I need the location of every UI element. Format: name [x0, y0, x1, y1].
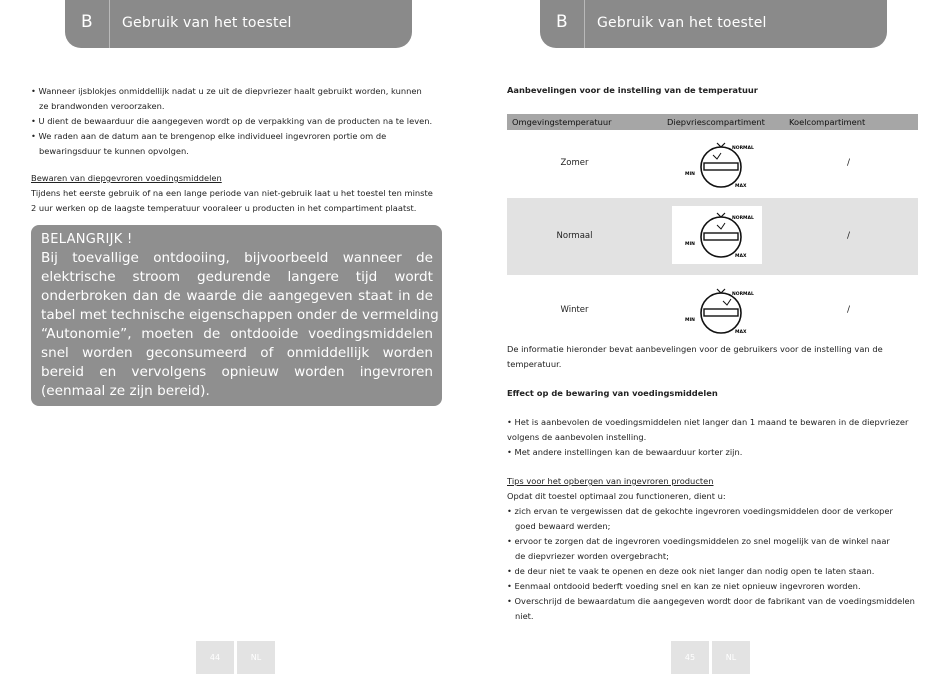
storage-heading: Bewaren van diepgevroren voedingsmiddelen — [31, 173, 222, 183]
tips-section — [507, 474, 915, 624]
temp-heading: Aanbevelingen voor de instelling van de temperatuur — [507, 85, 758, 95]
info-text — [507, 342, 883, 372]
table-header — [507, 114, 918, 130]
language-box — [712, 641, 750, 674]
table-row-highlighted — [507, 198, 918, 275]
dial-min-label: MIN — [685, 318, 695, 323]
header-divider — [584, 0, 585, 48]
warning-line: elektrische stroom gedurende langere tijd wordt — [41, 269, 433, 285]
header-divider — [109, 0, 110, 48]
season-label: Normaal — [556, 231, 593, 241]
fridge-value: / — [847, 231, 851, 241]
bullet-line: bewaringsduur te kunnen opvolgen. — [39, 146, 189, 156]
bullet-line: volgens de aanbevolen instelling. — [507, 432, 647, 442]
tip-line: • Eenmaal ontdooid bederft voeding snel en kan ze niet opnieuw ingevroren worden. — [507, 581, 861, 591]
language-box — [237, 641, 275, 674]
fridge-value: / — [847, 305, 851, 315]
dial-min-label: MIN — [685, 242, 695, 247]
info-line: De informatie hieronder bevat aanbevelingen voor de gebruikers voor de instelling van de — [507, 344, 883, 354]
right-header — [540, 0, 887, 48]
dial-min-label: MIN — [685, 172, 695, 177]
tip-line: • zich ervan te vergewissen dat de gekochte ingevroren voedingsmiddelen door de verkoper — [507, 506, 893, 516]
warning-title: BELANGRIJK ! — [41, 232, 133, 247]
dial-max-label: MAX — [735, 254, 747, 259]
dial-max-label: MAX — [735, 184, 747, 189]
tip-line: • Overschrijd de bewaardatum die aangegeven wordt door de fabrikant van de voedingsmiddelen — [507, 596, 915, 606]
storage-text-line: 2 uur werken op de laagste temperatuur vooraleer u producten in het compartiment plaatst. — [31, 203, 417, 213]
page-number: 44 — [209, 653, 221, 662]
right-page — [475, 0, 950, 674]
section-letter: B — [81, 12, 93, 32]
warning-line: Bij toevallige ontdooiing, bijvoorbeeld wanneer de — [41, 250, 433, 266]
bullet-line: • Wanneer ijsblokjes onmiddellijk nadat u ze uit de diepvriezer haalt gebruikt worden, kunnen — [31, 86, 422, 96]
tip-line: • de deur niet te vaak te openen en deze ook niet langer dan nodig open te laten staan. — [507, 566, 875, 576]
bullet-line: • We raden aan de datum aan te brengenop elke individueel ingevroren portie om de — [31, 131, 387, 141]
season-label: Winter — [560, 305, 589, 315]
info-line: temperatuur. — [507, 359, 562, 369]
column-header: Omgevingstemperatuur — [512, 117, 612, 127]
language-label: NL — [725, 653, 737, 662]
thermostat-dial-icon — [677, 137, 765, 193]
tips-heading: Tips voor het opbergen van ingevroren producten — [507, 476, 714, 486]
left-header — [65, 0, 412, 48]
table-row — [507, 277, 918, 343]
dial-max-label: MAX — [735, 330, 747, 335]
warning-line: bereid en vervolgens opnieuw worden ingevroren — [41, 364, 433, 380]
tips-intro: Opdat dit toestel optimaal zou functioneren, dient u: — [507, 491, 726, 501]
dial-normal-label: NORMAL — [732, 216, 754, 221]
tip-line: goed bewaard werden; — [515, 521, 611, 531]
bullet-line: • U dient de bewaarduur die aangegeven wordt op de verpakking van de producten na te leven. — [31, 116, 433, 126]
dial-normal-label: NORMAL — [732, 146, 754, 151]
column-header: Diepvriescompartiment — [667, 117, 765, 127]
warning-line: snel worden geconsumeerd of onmiddellijk worden — [41, 345, 433, 361]
header-title: Gebruik van het toestel — [597, 15, 767, 31]
storage-section — [31, 171, 433, 216]
page-number-box — [671, 641, 709, 674]
column-header: Koelcompartiment — [789, 117, 866, 127]
warning-box — [31, 225, 442, 406]
bullet-line: • Met andere instellingen kan de bewaarduur korter zijn. — [507, 447, 743, 457]
bullet-line: ze brandwonden veroorzaken. — [39, 101, 165, 111]
tip-line: de diepvriezer worden overgebracht; — [515, 551, 669, 561]
section-letter: B — [556, 12, 568, 32]
effect-bullets — [507, 415, 908, 460]
language-label: NL — [250, 653, 262, 662]
page-number: 45 — [684, 653, 696, 662]
tip-line: niet. — [515, 611, 534, 621]
bullet-line: • Het is aanbevolen de voedingsmiddelen niet langer dan 1 maand te bewaren in de diepvriezer — [507, 417, 909, 427]
table-row — [507, 131, 918, 198]
warning-line: (eenmaal ze zijn bereid). — [41, 383, 210, 399]
header-title: Gebruik van het toestel — [122, 15, 292, 31]
thermostat-dial-icon — [677, 207, 765, 263]
warning-line: onderbroken dan de waarde die aangegeven staat in de — [41, 288, 433, 304]
thermostat-dial-icon — [677, 283, 765, 339]
warning-line: “Autonomie”, moeten de ontdooide voedingsmiddelen — [41, 326, 433, 342]
fridge-value: / — [847, 158, 851, 168]
storage-text-line: Tijdens het eerste gebruik of na een lange periode van niet-gebruik laat u het toestel ten minste — [31, 188, 433, 198]
tip-line: • ervoor te zorgen dat de ingevroren voedingsmiddelen zo snel mogelijk van de winkel naar — [507, 536, 890, 546]
page-number-box — [196, 641, 234, 674]
dial-normal-label: NORMAL — [732, 292, 754, 297]
season-label: Zomer — [560, 158, 589, 168]
warning-line: tabel met technische eigenschappen onder de vermelding — [41, 307, 439, 323]
intro-bullets — [31, 84, 432, 159]
effect-heading: Effect op de bewaring van voedingsmiddelen — [507, 388, 718, 398]
